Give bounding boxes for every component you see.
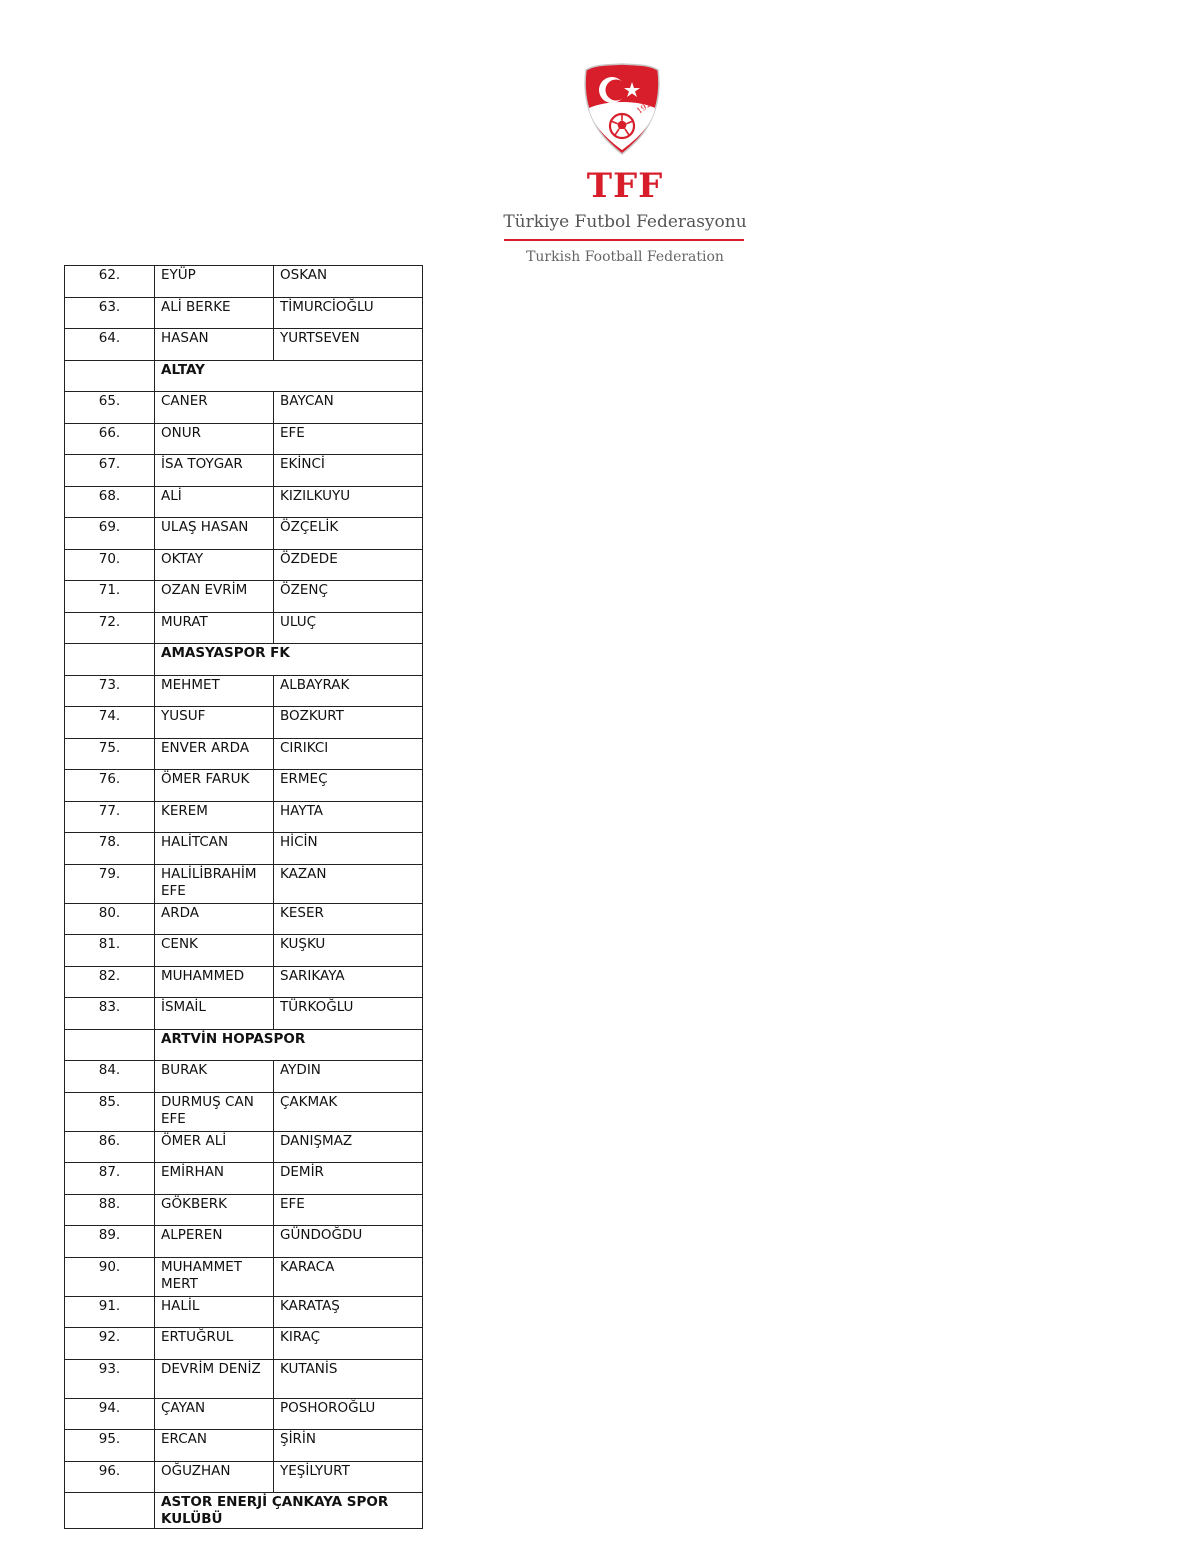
player-first-name: ULAŞ HASAN — [155, 518, 274, 550]
player-row — [65, 935, 423, 967]
player-last-name: OSKAN — [274, 266, 423, 298]
player-first-name: DEVRİM DENİZ — [155, 1359, 274, 1398]
player-row — [65, 329, 423, 361]
player-row — [65, 1359, 423, 1398]
player-first-name: MUHAMMET MERT — [155, 1257, 274, 1296]
player-number: 88. — [65, 1194, 155, 1226]
player-row — [65, 455, 423, 487]
player-last-name: AYDIN — [274, 1061, 423, 1093]
team-name: ARTVİN HOPASPOR — [155, 1029, 423, 1061]
player-first-name: OZAN EVRİM — [155, 581, 274, 613]
player-number: 79. — [65, 864, 155, 903]
player-number: 69. — [65, 518, 155, 550]
player-last-name: ÖZENÇ — [274, 581, 423, 613]
player-first-name: MUHAMMED — [155, 966, 274, 998]
player-first-name: İSMAİL — [155, 998, 274, 1030]
player-row — [65, 738, 423, 770]
player-last-name: BOZKURT — [274, 707, 423, 739]
player-number: 92. — [65, 1328, 155, 1360]
player-number: 87. — [65, 1163, 155, 1195]
player-number: 70. — [65, 549, 155, 581]
player-first-name: EMİRHAN — [155, 1163, 274, 1195]
player-last-name: KARACA — [274, 1257, 423, 1296]
federation-name-english: Turkish Football Federation — [526, 249, 724, 265]
player-number: 76. — [65, 770, 155, 802]
player-first-name: DURMUŞ CAN EFE — [155, 1092, 274, 1131]
player-first-name: OĞUZHAN — [155, 1461, 274, 1493]
team-header-row — [65, 1029, 423, 1061]
player-row — [65, 486, 423, 518]
player-row — [65, 392, 423, 424]
player-number: 85. — [65, 1092, 155, 1131]
team-header-row — [65, 1493, 423, 1529]
player-number: 74. — [65, 707, 155, 739]
player-first-name: MURAT — [155, 612, 274, 644]
player-number: 78. — [65, 833, 155, 865]
player-first-name: GÖKBERK — [155, 1194, 274, 1226]
player-last-name: DEMİR — [274, 1163, 423, 1195]
player-last-name: TÜRKOĞLU — [274, 998, 423, 1030]
player-number: 72. — [65, 612, 155, 644]
player-number: 68. — [65, 486, 155, 518]
team-number-cell — [65, 1029, 155, 1061]
player-first-name: BURAK — [155, 1061, 274, 1093]
player-last-name: KIZILKUYU — [274, 486, 423, 518]
player-first-name: ALPEREN — [155, 1226, 274, 1258]
player-row — [65, 1226, 423, 1258]
player-first-name: ÇAYAN — [155, 1398, 274, 1430]
federation-name-turkish: Türkiye Futbol Federasyonu — [503, 212, 747, 232]
player-number: 82. — [65, 966, 155, 998]
player-row — [65, 549, 423, 581]
player-first-name: ERCAN — [155, 1430, 274, 1462]
player-number: 95. — [65, 1430, 155, 1462]
player-row — [65, 266, 423, 298]
player-first-name: HALİTCAN — [155, 833, 274, 865]
player-number: 64. — [65, 329, 155, 361]
player-row — [65, 1257, 423, 1296]
player-row — [65, 998, 423, 1030]
player-last-name: ÇAKMAK — [274, 1092, 423, 1131]
player-row — [65, 581, 423, 613]
player-number: 65. — [65, 392, 155, 424]
player-number: 73. — [65, 675, 155, 707]
player-row — [65, 864, 423, 903]
team-number-cell — [65, 360, 155, 392]
player-row — [65, 1061, 423, 1093]
player-first-name: ENVER ARDA — [155, 738, 274, 770]
player-number: 94. — [65, 1398, 155, 1430]
player-number: 86. — [65, 1131, 155, 1163]
player-row — [65, 801, 423, 833]
brand-acronym: TFF — [586, 166, 664, 206]
roster-body — [65, 266, 423, 1529]
team-name: ASTOR ENERJİ ÇANKAYA SPOR KULÜBÜ — [155, 1493, 423, 1529]
player-first-name: ERTUĞRUL — [155, 1328, 274, 1360]
player-row — [65, 770, 423, 802]
player-row — [65, 1430, 423, 1462]
player-last-name: KUŞKU — [274, 935, 423, 967]
player-number: 93. — [65, 1359, 155, 1398]
player-number: 84. — [65, 1061, 155, 1093]
player-first-name: EYÜP — [155, 266, 274, 298]
player-last-name: KARATAŞ — [274, 1296, 423, 1328]
team-header-row — [65, 360, 423, 392]
player-first-name: ARDA — [155, 903, 274, 935]
player-row — [65, 1328, 423, 1360]
player-row — [65, 423, 423, 455]
player-first-name: ALİ — [155, 486, 274, 518]
player-last-name: KUTANİS — [274, 1359, 423, 1398]
player-first-name: İSA TOYGAR — [155, 455, 274, 487]
player-number: 80. — [65, 903, 155, 935]
player-row — [65, 518, 423, 550]
player-last-name: ALBAYRAK — [274, 675, 423, 707]
player-last-name: SARIKAYA — [274, 966, 423, 998]
player-number: 63. — [65, 297, 155, 329]
player-number: 83. — [65, 998, 155, 1030]
player-row — [65, 675, 423, 707]
player-last-name: KESER — [274, 903, 423, 935]
player-number: 96. — [65, 1461, 155, 1493]
player-row — [65, 297, 423, 329]
player-number: 91. — [65, 1296, 155, 1328]
player-row — [65, 1131, 423, 1163]
player-last-name: CIRIKCI — [274, 738, 423, 770]
team-number-cell — [65, 644, 155, 676]
player-row — [65, 966, 423, 998]
team-number-cell — [65, 1493, 155, 1529]
team-name: AMASYASPOR FK — [155, 644, 423, 676]
team-header-row — [65, 644, 423, 676]
player-number: 77. — [65, 801, 155, 833]
player-first-name: HALİL — [155, 1296, 274, 1328]
player-last-name: ÖZÇELİK — [274, 518, 423, 550]
tff-logo — [500, 58, 750, 268]
player-row — [65, 1296, 423, 1328]
player-row — [65, 612, 423, 644]
team-name: ALTAY — [155, 360, 423, 392]
player-last-name: KIRAÇ — [274, 1328, 423, 1360]
player-row — [65, 707, 423, 739]
player-number: 89. — [65, 1226, 155, 1258]
player-number: 71. — [65, 581, 155, 613]
header-divider — [504, 239, 744, 241]
player-first-name: CENK — [155, 935, 274, 967]
player-last-name: KAZAN — [274, 864, 423, 903]
player-first-name: HALİLİBRAHİM EFE — [155, 864, 274, 903]
player-last-name: DANIŞMAZ — [274, 1131, 423, 1163]
player-first-name: ALİ BERKE — [155, 297, 274, 329]
player-row — [65, 1163, 423, 1195]
player-first-name: OKTAY — [155, 549, 274, 581]
player-last-name: GÜNDOĞDU — [274, 1226, 423, 1258]
player-last-name: EKİNCİ — [274, 455, 423, 487]
player-last-name: EFE — [274, 1194, 423, 1226]
player-row — [65, 903, 423, 935]
player-row — [65, 833, 423, 865]
player-last-name: ERMEÇ — [274, 770, 423, 802]
player-row — [65, 1194, 423, 1226]
player-last-name: EFE — [274, 423, 423, 455]
player-last-name: ÖZDEDE — [274, 549, 423, 581]
player-last-name: TİMURCİOĞLU — [274, 297, 423, 329]
player-row — [65, 1092, 423, 1131]
player-first-name: CANER — [155, 392, 274, 424]
player-first-name: ÖMER FARUK — [155, 770, 274, 802]
player-last-name: ŞİRİN — [274, 1430, 423, 1462]
player-first-name: KEREM — [155, 801, 274, 833]
player-last-name: HAYTA — [274, 801, 423, 833]
player-number: 66. — [65, 423, 155, 455]
player-first-name: MEHMET — [155, 675, 274, 707]
player-last-name: BAYCAN — [274, 392, 423, 424]
player-number: 75. — [65, 738, 155, 770]
svg-text:1923: 1923 — [634, 96, 657, 116]
player-last-name: HİCİN — [274, 833, 423, 865]
player-last-name: ULUÇ — [274, 612, 423, 644]
player-last-name: YEŞİLYURT — [274, 1461, 423, 1493]
player-roster-table — [64, 265, 423, 1529]
player-row — [65, 1398, 423, 1430]
player-number: 67. — [65, 455, 155, 487]
player-number: 62. — [65, 266, 155, 298]
player-number: 90. — [65, 1257, 155, 1296]
tff-shield-icon — [582, 62, 662, 156]
player-first-name: ÖMER ALİ — [155, 1131, 274, 1163]
player-first-name: HASAN — [155, 329, 274, 361]
player-first-name: YUSUF — [155, 707, 274, 739]
player-number: 81. — [65, 935, 155, 967]
player-row — [65, 1461, 423, 1493]
player-first-name: ONUR — [155, 423, 274, 455]
player-last-name: POSHOROĞLU — [274, 1398, 423, 1430]
player-last-name: YURTSEVEN — [274, 329, 423, 361]
